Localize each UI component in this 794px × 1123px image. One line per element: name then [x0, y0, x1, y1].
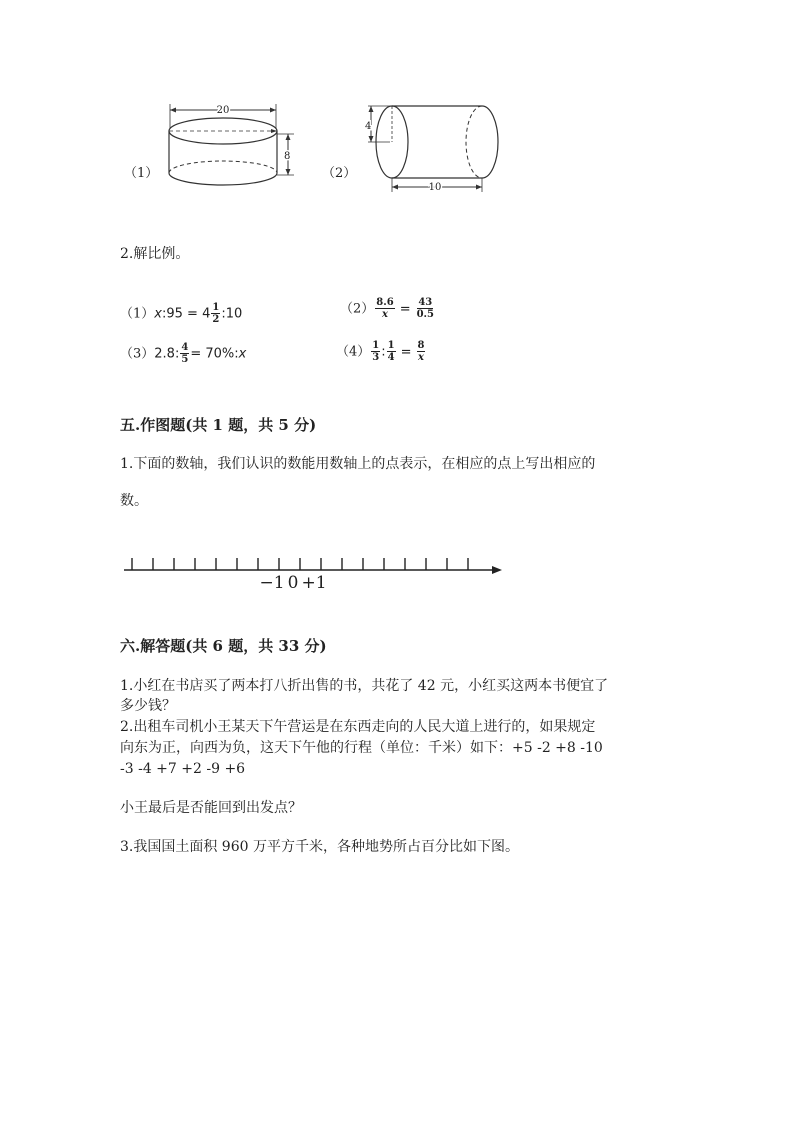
- proportion-4-colon: :: [381, 344, 386, 360]
- proportion-2-label: （2）: [340, 301, 375, 317]
- proportion-4: [336, 340, 426, 363]
- section-6-question-1-line-1: 1.小红在书店买了两本打八折出售的书，共花了 42 元，小红买这两本书便宜了: [120, 678, 609, 694]
- proportion-2: [340, 297, 436, 320]
- proportion-2-fraction-left: $\frac{8.6}{x}$: [376, 297, 394, 320]
- cylinder-figure-1: [160, 100, 300, 192]
- proportion-3-label: （3）: [120, 346, 155, 362]
- proportion-4-fraction-1: $\frac{1}{3}$: [372, 340, 380, 363]
- diameter-label-1: 20: [216, 105, 230, 116]
- number-line-label-neg1: −1: [259, 573, 285, 590]
- proportion-1-left: :95 = 4: [161, 306, 211, 322]
- proportion-4-fraction-3: $\frac{8}{x}$: [417, 340, 425, 363]
- length-label-2: 10: [428, 182, 442, 193]
- section-6-heading: 六.解答题(共 6 题，共 33 分): [120, 637, 327, 655]
- proportion-1-x: x: [154, 306, 162, 322]
- proportion-4-equals: =: [400, 344, 412, 360]
- section-6-question-3-line-1: 3.我国国土面积 960 万平方千米，各种地势所占百分比如下图。: [120, 839, 519, 855]
- figure-1-label: （1）: [124, 166, 159, 181]
- section-6-question-1-line-2: 多少钱？: [120, 698, 176, 714]
- proportion-2-fraction-right: $\frac{43}{0.5}$: [416, 297, 434, 320]
- question-2-title: 2.解比例。: [120, 246, 190, 262]
- cylinder-figure-2: [362, 100, 507, 196]
- proportion-1-fraction: $\frac{1}{2}$: [212, 302, 220, 325]
- section-5-question-1-line-1: 1.下面的数轴，我们认识的数能用数轴上的点表示，在相应的点上写出相应的: [120, 456, 596, 472]
- radius-label-2: 4: [365, 121, 372, 132]
- proportion-3-right: = 70%:: [190, 346, 239, 362]
- proportion-4-fraction-2: $\frac{1}{4}$: [387, 340, 395, 363]
- proportion-2-equals: =: [399, 301, 411, 317]
- figure-2-label: （2）: [322, 166, 357, 181]
- proportion-4-label: （4）: [336, 344, 371, 360]
- section-5-question-1-line-2: 数。: [120, 493, 148, 509]
- proportion-3-fraction: $\frac{4}{5}$: [181, 342, 189, 365]
- number-line: [118, 550, 508, 590]
- number-line-label-pos1: +1: [301, 573, 327, 590]
- arrow-right-icon: [492, 566, 502, 574]
- section-6-question-2-line-3: -3 -4 +7 +2 -9 +6: [120, 761, 246, 777]
- section-6-question-2-line-1: 2.出租车司机小王某天下午营运是在东西走向的人民大道上进行的，如果规定: [120, 719, 596, 735]
- proportion-1: [120, 302, 242, 325]
- height-label-1: 8: [284, 151, 291, 162]
- section-6-question-2-prompt: 小王最后是否能回到出发点？: [120, 800, 302, 816]
- section-6-question-2-line-2: 向东为正，向西为负，这天下午他的行程（单位：千米）如下：+5 -2 +8 -10: [120, 740, 603, 756]
- proportion-3-left: 2.8:: [154, 346, 180, 362]
- proportion-3-x: x: [238, 346, 247, 362]
- number-line-label-zero: 0: [287, 573, 299, 590]
- proportion-1-right: :10: [221, 306, 243, 322]
- section-5-heading: 五.作图题(共 1 题，共 5 分): [120, 416, 317, 434]
- proportion-3: [120, 342, 246, 365]
- proportion-1-label: （1）: [120, 306, 155, 322]
